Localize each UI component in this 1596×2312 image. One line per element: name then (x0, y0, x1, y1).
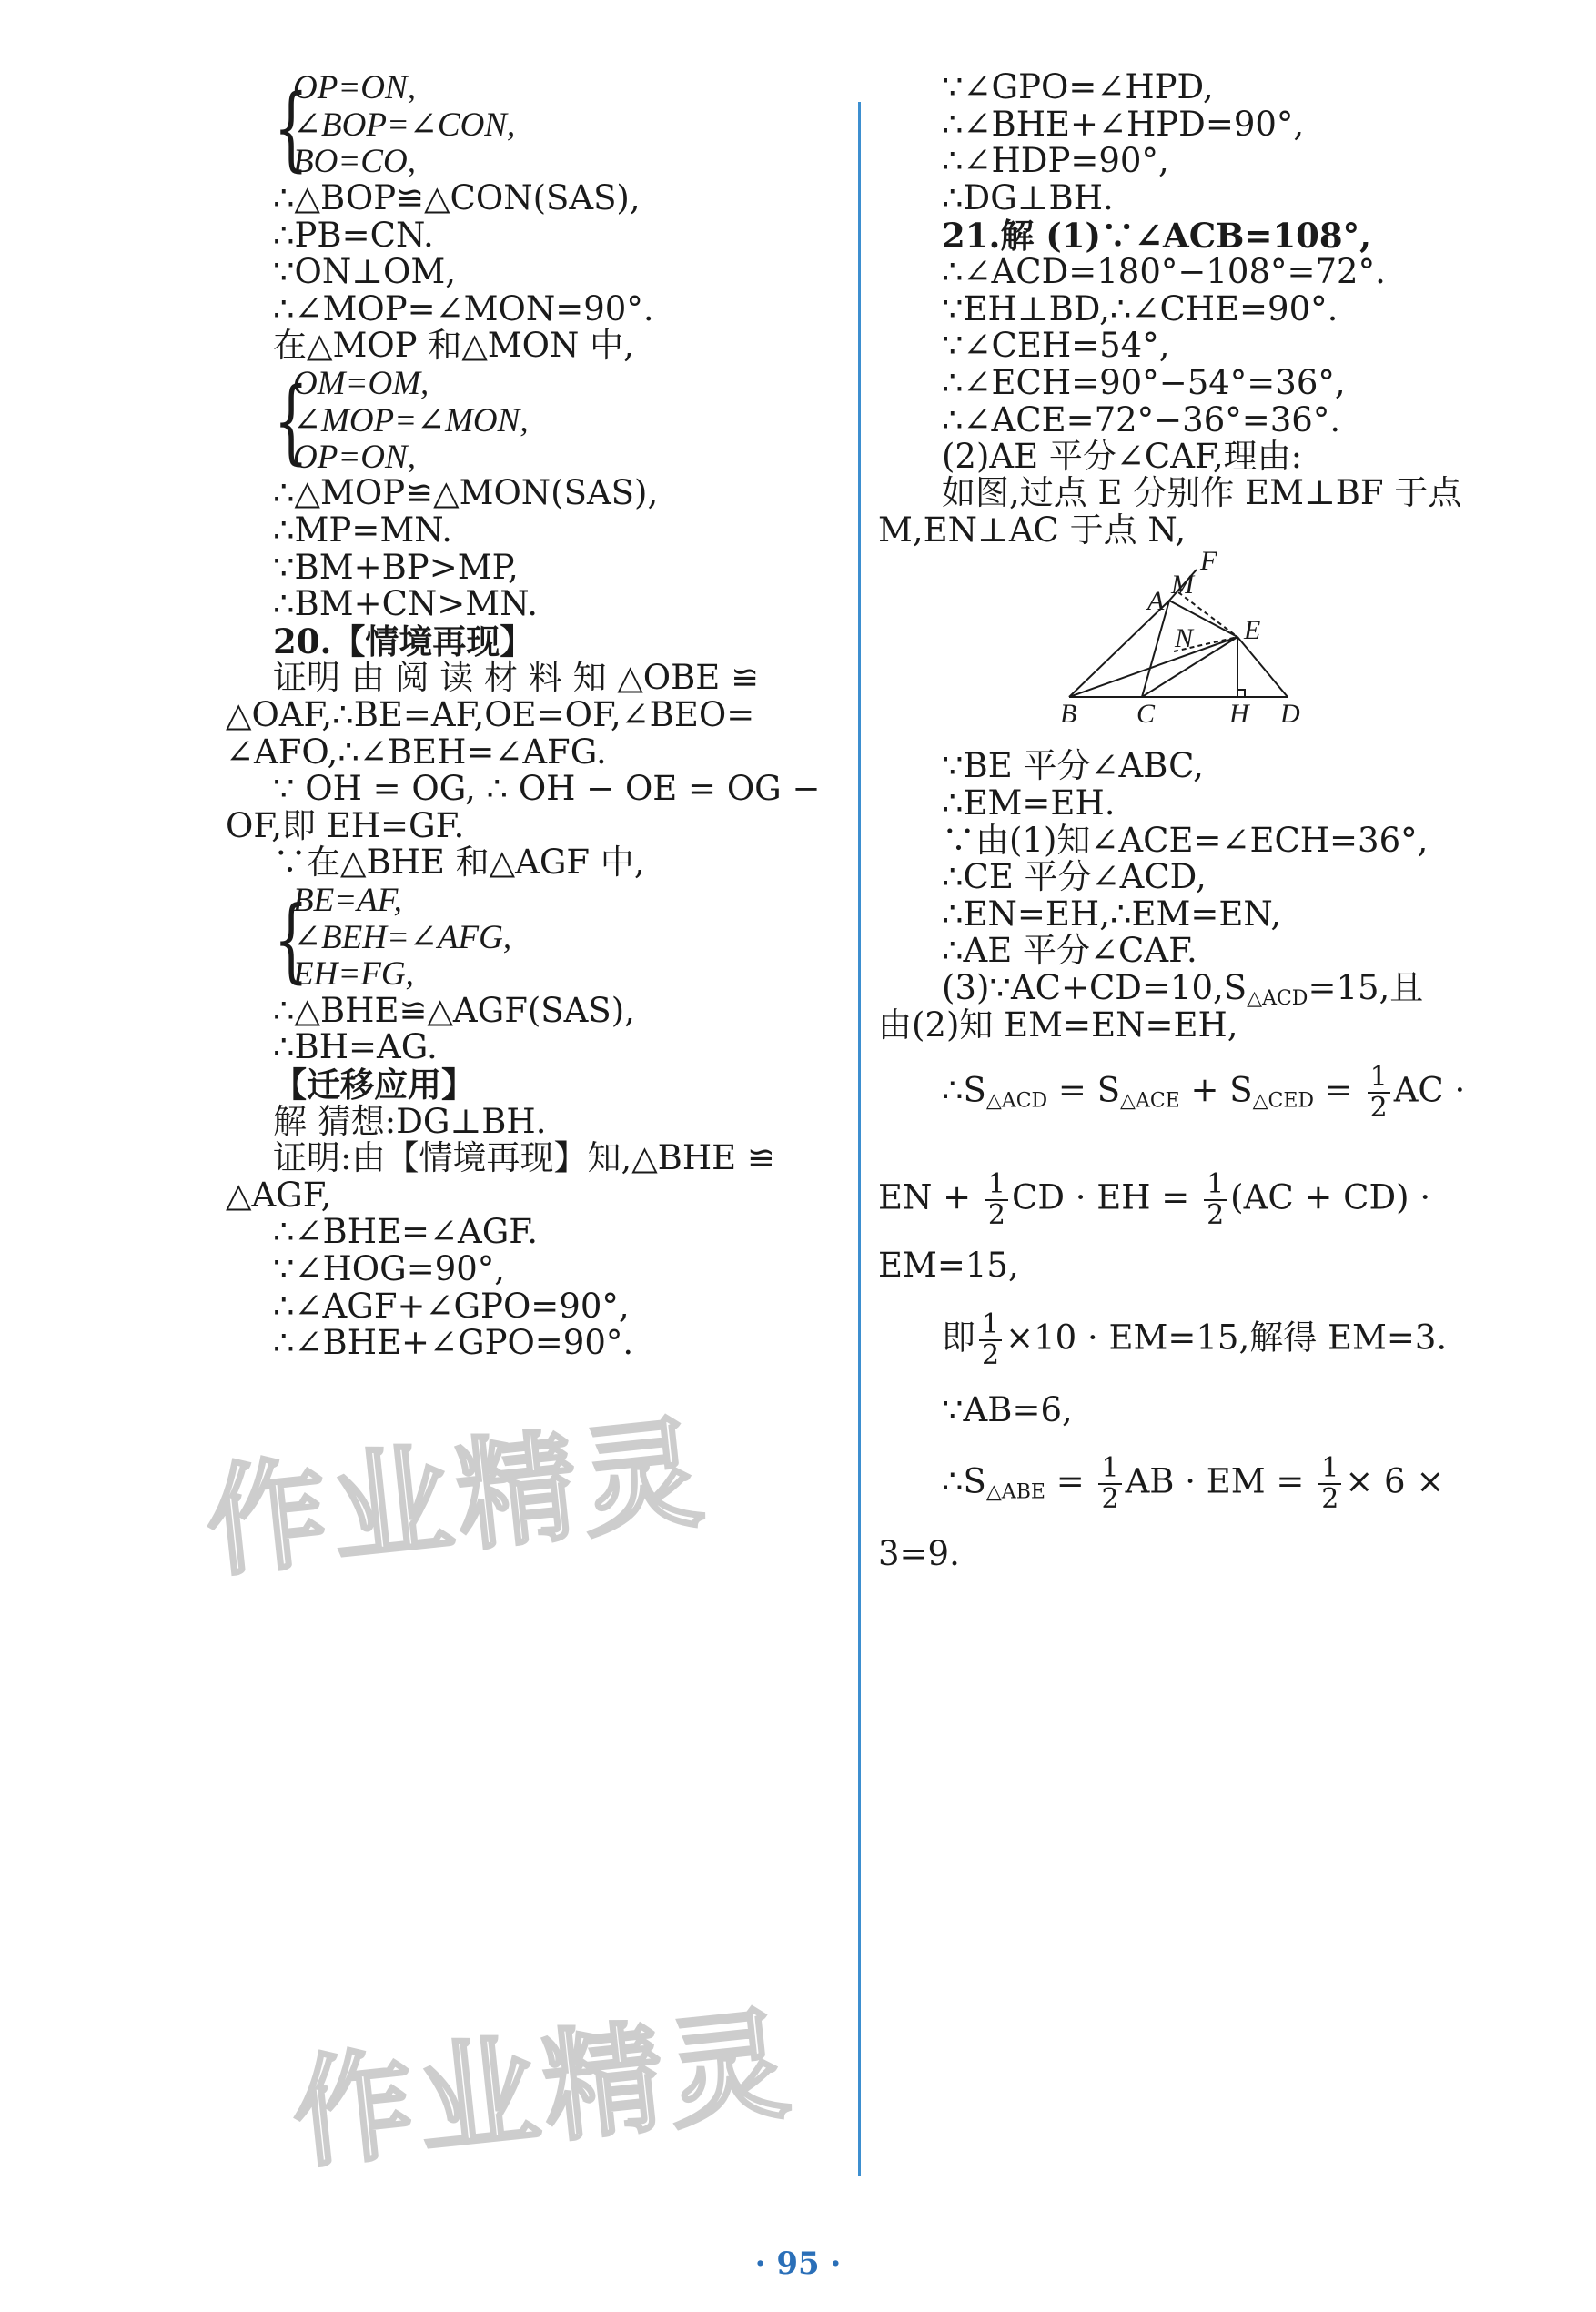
text-segment: × 6 × (1345, 1461, 1445, 1501)
system-brace: { (273, 886, 308, 993)
text-line: ∵∠CEH=54°, (942, 326, 1170, 365)
subscript: △ACE (1120, 1089, 1180, 1113)
text-line: ∴△MOP≌△MON(SAS), (273, 473, 659, 512)
text-line: (2)AE 平分∠CAF,理由: (942, 437, 1303, 476)
text-line: M,EN⊥AC 于点 N, (878, 510, 1187, 550)
text-segment: ∴S (942, 1461, 986, 1501)
text-line: ∴AE 平分∠CAF. (942, 931, 1197, 970)
text-line: ∴∠HDP=90°, (942, 141, 1169, 180)
text-line: ∵在△BHE 和△AGF 中, (273, 843, 645, 882)
text-line: ∴∠MOP=∠MON=90°. (273, 289, 654, 328)
text-line: 如图,过点 E 分别作 EM⊥BF 于点 (942, 473, 1462, 512)
page-number: · 95 · (754, 2246, 842, 2282)
text-line: ∴∠BHE+∠GPO=90°. (273, 1323, 634, 1362)
text-line: ∵AB=6, (942, 1390, 1073, 1429)
text-line: OM=OM, (293, 365, 429, 402)
text-line: EH=FG, (293, 955, 414, 993)
text-line: OP=ON, (293, 69, 416, 106)
watermark: 作业精灵 (199, 1402, 714, 1595)
subscript: △ACD (1247, 987, 1308, 1010)
text-line: ∵∠HOG=90°, (273, 1249, 506, 1288)
subscript: △CED (1252, 1089, 1315, 1113)
text-line: OP=ON, (293, 439, 416, 476)
text-segment: ×10 · EM=15,解得 EM=3. (1005, 1318, 1448, 1358)
fraction (985, 1170, 1008, 1230)
numerator: 1 (985, 1170, 1008, 1201)
watermark: 作业精灵 (286, 1994, 801, 2186)
label-e: E (1244, 615, 1261, 645)
text-line: 3=9. (878, 1534, 960, 1573)
text-line: ∠AFO,∴∠BEH=∠AFG. (226, 732, 607, 772)
text-line: ∴BM+CN>MN. (273, 584, 538, 623)
label-d: D (1280, 699, 1300, 724)
text-segment: (3)∵AC+CD=10,S (942, 968, 1248, 1007)
text-segment: + S (1179, 1070, 1253, 1110)
text-line: △AGF, (226, 1176, 332, 1215)
denominator: 2 (982, 1339, 1000, 1371)
denominator: 2 (1101, 1483, 1119, 1515)
label-c: C (1136, 699, 1156, 724)
text-segment: CD · EH = (1012, 1177, 1201, 1217)
label-n: N (1175, 623, 1194, 653)
text-segment: =15,且 (1308, 968, 1424, 1007)
text-line: ∠BEH=∠AFG, (293, 919, 512, 956)
numerator: 1 (1098, 1454, 1121, 1485)
text-segment: ∴S (942, 1070, 986, 1110)
text-line: OF,即 EH=GF. (226, 806, 465, 845)
text-segment: (AC + CD) · (1230, 1177, 1431, 1217)
text-line: ∴PB=CN. (273, 216, 434, 255)
numerator: 1 (1318, 1454, 1341, 1485)
text-line: ∴BH=AG. (273, 1027, 438, 1066)
denominator: 2 (1207, 1199, 1225, 1231)
text-segment: EN + (878, 1177, 982, 1217)
text-line: BO=CO, (293, 143, 416, 180)
label-h: H (1229, 699, 1249, 724)
subscript: △ACD (985, 1089, 1048, 1113)
text-line: ∴∠ACE=72°−36°=36°. (942, 400, 1341, 439)
section-heading: 【迁移应用】 (273, 1065, 475, 1105)
text-line: △OAF,∴BE=AF,OE=OF,∠BEO= (226, 695, 755, 734)
subscript: △ABE (985, 1480, 1045, 1504)
text-line (942, 1310, 1447, 1370)
text-line: ∴∠BHE+∠HPD=90°, (942, 105, 1305, 144)
text-line: ∴EN=EH,∴EM=EN, (942, 894, 1282, 934)
fraction (1098, 1454, 1121, 1514)
fraction (1204, 1170, 1227, 1230)
text-line: ∵∠GPO=∠HPD, (942, 67, 1214, 106)
problem-21-heading: 21.解 (1)∵∠ACB=108°, (942, 216, 1372, 256)
system-brace: { (273, 75, 308, 181)
text-segment: 即 (942, 1318, 975, 1358)
text-line: ∵EH⊥BD,∴∠CHE=90°. (942, 289, 1338, 328)
denominator: 2 (987, 1199, 1006, 1231)
geometry-figure (1042, 551, 1315, 724)
text-line: EM=15, (878, 1246, 1019, 1285)
system-brace: { (273, 368, 308, 474)
text-line: ∴MP=MN. (273, 510, 452, 550)
text-line: ∴DG⊥BH. (942, 178, 1114, 217)
text-line: ∵ OH = OG, ∴ OH − OE = OG − (273, 769, 821, 808)
text-segment: AC · (1393, 1070, 1466, 1110)
text-line: ∴∠ECH=90°−54°=36°, (942, 363, 1346, 402)
text-line: 解 猜想:DG⊥BH. (273, 1102, 547, 1141)
text-line: 由(2)知 EM=EN=EH, (878, 1005, 1238, 1045)
text-line: ∴∠ACD=180°−108°=72°. (942, 252, 1386, 291)
text-line: ∴CE 平分∠ACD, (942, 857, 1207, 896)
label-b: B (1060, 699, 1077, 724)
label-f: F (1200, 551, 1217, 576)
numerator: 1 (1204, 1170, 1227, 1201)
text-line (942, 1063, 1465, 1123)
numerator: 1 (1368, 1063, 1390, 1094)
text-line: ∴EM=EH. (942, 783, 1116, 823)
denominator: 2 (1321, 1483, 1339, 1515)
text-line: ∵BE 平分∠ABC, (942, 746, 1204, 785)
text-line: 在△MOP 和△MON 中, (273, 326, 634, 365)
fraction (1368, 1063, 1390, 1123)
text-segment: = S (1047, 1070, 1121, 1110)
denominator: 2 (1369, 1092, 1388, 1124)
numerator: 1 (979, 1310, 1002, 1341)
fraction (1318, 1454, 1341, 1514)
text-line: ∵由(1)知∠ACE=∠ECH=36°, (942, 821, 1429, 860)
label-a: A (1147, 586, 1165, 616)
label-m: M (1171, 570, 1194, 600)
text-line: ∠MOP=∠MON, (293, 402, 529, 439)
text-line: BE=AF, (293, 882, 402, 919)
text-line: ∠BOP=∠CON, (293, 106, 516, 144)
text-line (878, 1170, 1430, 1230)
text-segment: AB · EM = (1125, 1461, 1316, 1501)
text-segment: = (1314, 1070, 1364, 1110)
text-line: ∴△BHE≌△AGF(SAS), (273, 991, 635, 1030)
text-line: ∴△BOP≌△CON(SAS), (273, 178, 641, 217)
text-line: 证明 由 阅 读 材 料 知 △OBE ≌ (273, 658, 760, 697)
column-divider (858, 102, 861, 2176)
text-line: ∴∠BHE=∠AGF. (273, 1212, 538, 1251)
problem-20-heading: 20.【情境再现】 (273, 621, 534, 661)
fraction (979, 1310, 1002, 1370)
text-line: ∵BM+BP>MP, (273, 548, 519, 587)
text-line: $\therefore S_{\triangle ABE}$ = $\frac{1}{2}$ AB · EM = $\frac{1}{2}$ × 6 × (942, 1452, 1445, 1515)
text-line: ∴∠AGF+∠GPO=90°, (273, 1287, 630, 1326)
text-line: 证明:由【情境再现】知,△BHE ≌ (273, 1138, 775, 1177)
text-line: ∵ON⊥OM, (273, 252, 457, 291)
